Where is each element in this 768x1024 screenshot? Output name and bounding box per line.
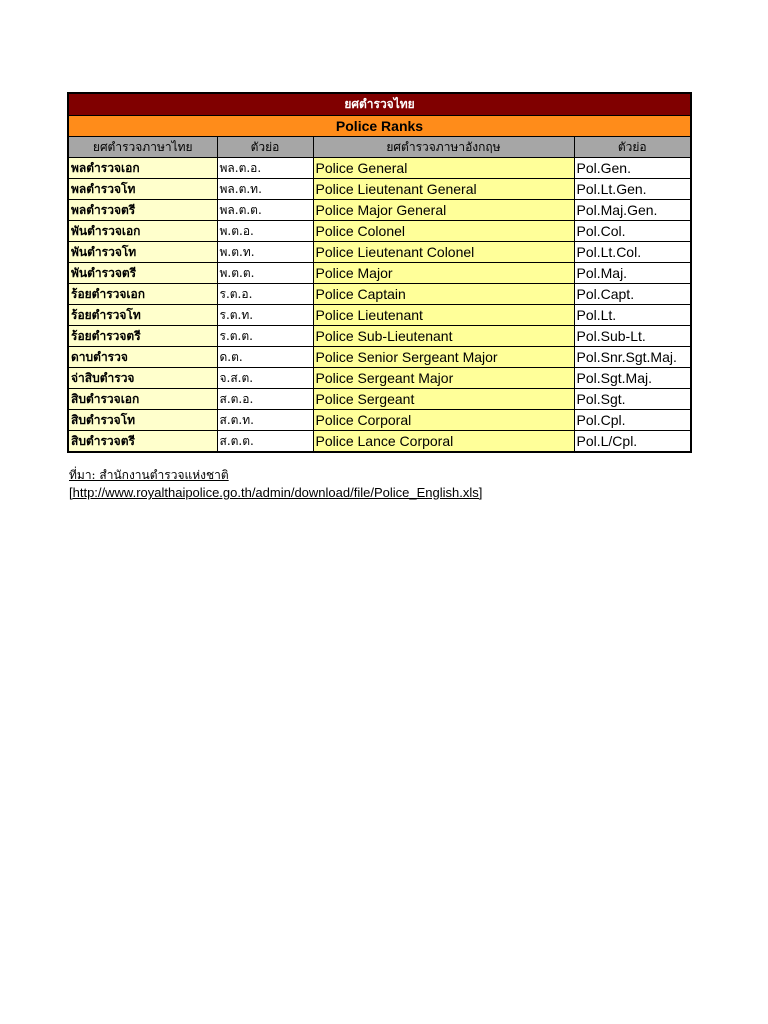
table-title-thai: ยศตำรวจไทย bbox=[69, 94, 690, 116]
table-row bbox=[69, 410, 690, 431]
table-title-english: Police Ranks bbox=[69, 116, 690, 137]
header-row bbox=[69, 137, 690, 158]
header-thai-rank: ยศตำรวจภาษาไทย bbox=[69, 137, 217, 158]
english-abbr-cell: Pol.Lt.Gen. bbox=[574, 179, 690, 200]
thai-rank-cell: พลตำรวจตรี bbox=[69, 200, 217, 221]
police-ranks-table bbox=[67, 92, 692, 453]
source-note bbox=[69, 466, 482, 502]
english-abbr-cell: Pol.Snr.Sgt.Maj. bbox=[574, 347, 690, 368]
thai-rank-cell: พันตำรวจโท bbox=[69, 242, 217, 263]
thai-abbr-cell: ส.ต.อ. bbox=[217, 389, 313, 410]
thai-abbr-cell: พล.ต.ต. bbox=[217, 200, 313, 221]
english-abbr-cell: Pol.Gen. bbox=[574, 158, 690, 179]
english-abbr-cell: Pol.Lt. bbox=[574, 305, 690, 326]
thai-rank-cell: ร้อยตำรวจโท bbox=[69, 305, 217, 326]
header-thai-abbr: ตัวย่อ bbox=[217, 137, 313, 158]
table-row bbox=[69, 326, 690, 347]
table-row bbox=[69, 431, 690, 452]
english-rank-cell: Police Sub-Lieutenant bbox=[313, 326, 574, 347]
table-row bbox=[69, 242, 690, 263]
english-rank-cell: Police Captain bbox=[313, 284, 574, 305]
thai-abbr-cell: ร.ต.อ. bbox=[217, 284, 313, 305]
thai-rank-cell: สิบตำรวจตรี bbox=[69, 431, 217, 452]
thai-abbr-cell: ร.ต.ท. bbox=[217, 305, 313, 326]
english-rank-cell: Police Lance Corporal bbox=[313, 431, 574, 452]
english-rank-cell: Police Sergeant bbox=[313, 389, 574, 410]
table-row bbox=[69, 179, 690, 200]
table-row bbox=[69, 347, 690, 368]
source-url: [http://www.royalthaipolice.go.th/admin/download/file/Police_English.xls] bbox=[69, 485, 483, 500]
thai-abbr-cell: พล.ต.ท. bbox=[217, 179, 313, 200]
english-abbr-cell: Pol.Maj. bbox=[574, 263, 690, 284]
thai-abbr-cell: พ.ต.อ. bbox=[217, 221, 313, 242]
table-row bbox=[69, 305, 690, 326]
thai-rank-cell: จ่าสิบตำรวจ bbox=[69, 368, 217, 389]
table-row bbox=[69, 263, 690, 284]
english-rank-cell: Police Corporal bbox=[313, 410, 574, 431]
table-row bbox=[69, 389, 690, 410]
table-row bbox=[69, 200, 690, 221]
thai-abbr-cell: จ.ส.ต. bbox=[217, 368, 313, 389]
english-abbr-cell: Pol.Capt. bbox=[574, 284, 690, 305]
english-abbr-cell: Pol.Cpl. bbox=[574, 410, 690, 431]
table-row bbox=[69, 221, 690, 242]
thai-abbr-cell: ด.ต. bbox=[217, 347, 313, 368]
thai-rank-cell: ร้อยตำรวจเอก bbox=[69, 284, 217, 305]
english-rank-cell: Police General bbox=[313, 158, 574, 179]
thai-abbr-cell: ร.ต.ต. bbox=[217, 326, 313, 347]
thai-abbr-cell: ส.ต.ต. bbox=[217, 431, 313, 452]
english-rank-cell: Police Colonel bbox=[313, 221, 574, 242]
thai-rank-cell: พลตำรวจโท bbox=[69, 179, 217, 200]
english-abbr-cell: Pol.Lt.Col. bbox=[574, 242, 690, 263]
english-rank-cell: Police Lieutenant bbox=[313, 305, 574, 326]
thai-rank-cell: พันตำรวจเอก bbox=[69, 221, 217, 242]
ranks-grid bbox=[69, 137, 690, 451]
english-abbr-cell: Pol.Sub-Lt. bbox=[574, 326, 690, 347]
thai-rank-cell: สิบตำรวจเอก bbox=[69, 389, 217, 410]
thai-rank-cell: ดาบตำรวจ bbox=[69, 347, 217, 368]
table-row bbox=[69, 284, 690, 305]
english-rank-cell: Police Major bbox=[313, 263, 574, 284]
english-abbr-cell: Pol.Maj.Gen. bbox=[574, 200, 690, 221]
thai-rank-cell: ร้อยตำรวจตรี bbox=[69, 326, 217, 347]
thai-rank-cell: พันตำรวจตรี bbox=[69, 263, 217, 284]
thai-abbr-cell: พ.ต.ต. bbox=[217, 263, 313, 284]
thai-rank-cell: พลตำรวจเอก bbox=[69, 158, 217, 179]
table-row bbox=[69, 158, 690, 179]
thai-abbr-cell: พ.ต.ท. bbox=[217, 242, 313, 263]
english-rank-cell: Police Senior Sergeant Major bbox=[313, 347, 574, 368]
english-rank-cell: Police Sergeant Major bbox=[313, 368, 574, 389]
english-rank-cell: Police Lieutenant Colonel bbox=[313, 242, 574, 263]
header-english-rank: ยศตำรวจภาษาอังกฤษ bbox=[313, 137, 574, 158]
thai-abbr-cell: พล.ต.อ. bbox=[217, 158, 313, 179]
english-abbr-cell: Pol.Col. bbox=[574, 221, 690, 242]
thai-rank-cell: สิบตำรวจโท bbox=[69, 410, 217, 431]
english-abbr-cell: Pol.Sgt. bbox=[574, 389, 690, 410]
source-label: ที่มา: สำนักงานตำรวจแห่งชาติ bbox=[69, 468, 229, 482]
thai-abbr-cell: ส.ต.ท. bbox=[217, 410, 313, 431]
english-rank-cell: Police Major General bbox=[313, 200, 574, 221]
english-abbr-cell: Pol.Sgt.Maj. bbox=[574, 368, 690, 389]
header-english-abbr: ตัวย่อ bbox=[574, 137, 690, 158]
english-rank-cell: Police Lieutenant General bbox=[313, 179, 574, 200]
english-abbr-cell: Pol.L/Cpl. bbox=[574, 431, 690, 452]
table-row bbox=[69, 368, 690, 389]
